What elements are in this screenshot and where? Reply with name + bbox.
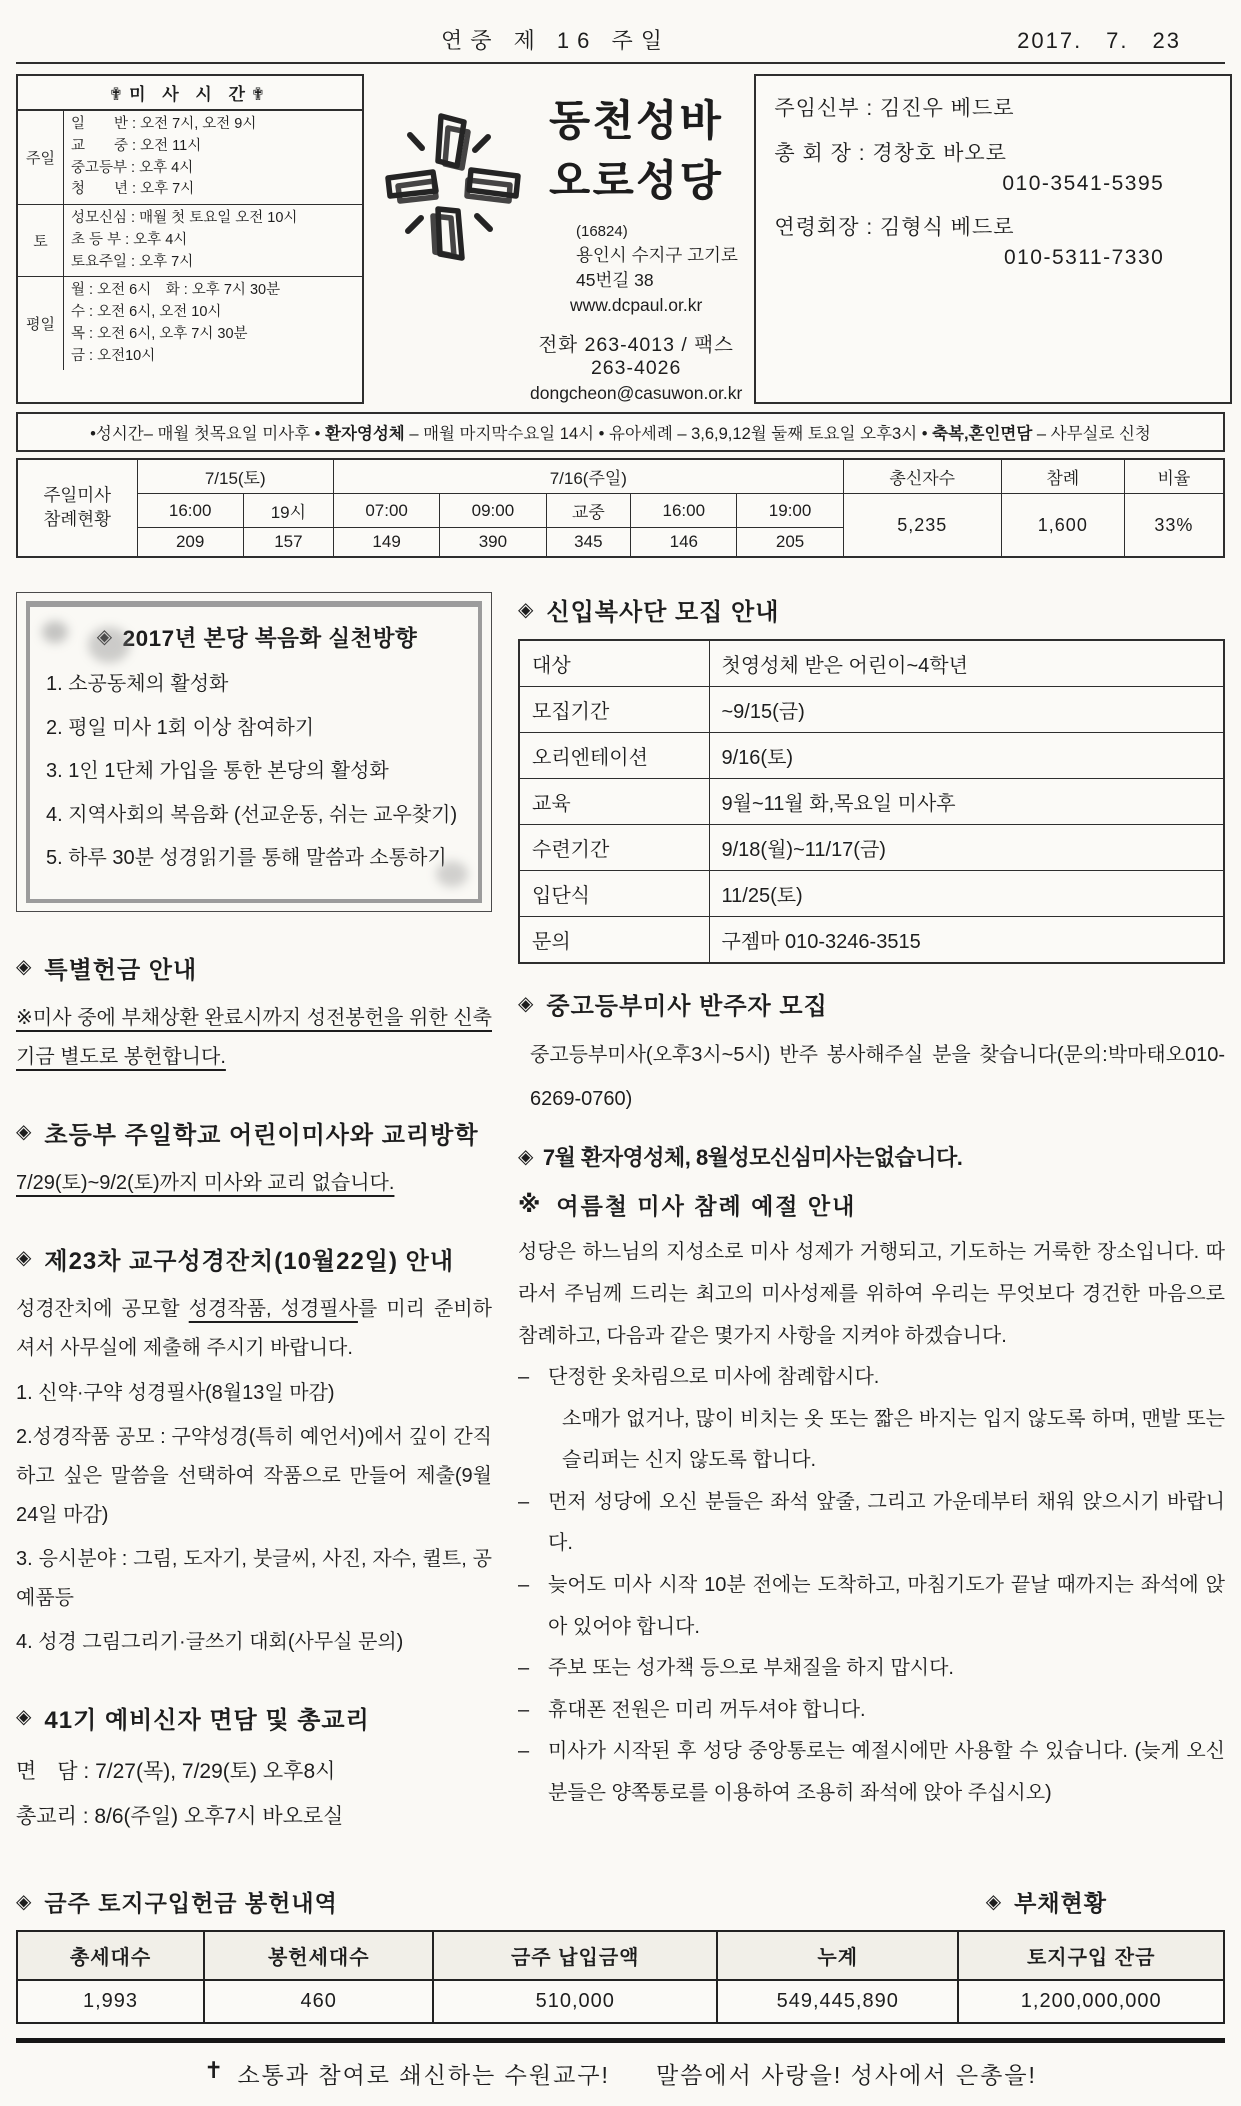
diamond-icon: ◈ (16, 956, 33, 979)
contact-pastor: 주임신부 : 김진우 베드로 (774, 97, 1015, 120)
diamond-icon: ◈ (16, 1706, 33, 1729)
church-name: 동천성바오로성당 (549, 97, 724, 204)
row-value: ~9/15(금) (709, 687, 1224, 733)
mass-time-line: 성모신심 : 매월 첫 토요일 오전 10시 (71, 210, 298, 226)
mass-times-row-saturday (18, 204, 362, 276)
section-title-text: 신입복사단 모집 안내 (546, 599, 780, 626)
dash-icon: – (518, 1698, 530, 1721)
section-title-text: 여름철 미사 참례 예절 안내 (556, 1193, 857, 1219)
time-header: 교중 (546, 494, 631, 528)
land-fund-table (16, 1930, 1225, 2024)
row-label: 오리엔테이션 (519, 733, 709, 779)
sat-date-header: 7/15(토) (137, 459, 333, 494)
intro-text: 성경잔치에 공모할 (16, 1297, 189, 1320)
evangelization-items (46, 663, 468, 881)
mass-time-line: 월 : 오전 6시 화 : 오후 7시 30분 (71, 282, 281, 299)
etiquette-item (518, 1690, 1225, 1732)
footer-motto (16, 2057, 1225, 2090)
table-row (519, 917, 1224, 964)
table-row (519, 871, 1224, 917)
footer-right-text: 말씀에서 사랑을! 성사에서 은총을! (655, 2062, 1037, 2089)
etiquette-text: 휴대폰 전원은 미리 꺼두셔야 합니다. (548, 1698, 866, 1721)
mass-time-line: 토요주일 : 오후 7시 (71, 253, 194, 270)
section-body (16, 1749, 492, 1839)
value-cell: 1,993 (17, 1980, 204, 2023)
time-header: 07:00 (333, 494, 439, 528)
column-header: 누계 (717, 1931, 958, 1980)
section-title-text: 특별헌금 안내 (44, 956, 198, 984)
mass-times-row-sunday (18, 111, 362, 204)
table-row (17, 494, 1224, 528)
list-item: 4. 성경 그림그리기·글쓰기 대회(사무실 문의) (16, 1630, 404, 1653)
count-cell: 157 (243, 528, 333, 558)
etiquette-text: 먼저 성당에 오신 분들은 좌석 앞줄, 그리고 가운데부터 채워 앉으시기 바랍니다. (548, 1490, 1225, 1555)
etiquette-line: 단정한 옷차림으로 미사에 참례합시다. (548, 1366, 880, 1388)
notice-text: •성시간– 매월 첫목요일 미사후 • (90, 425, 326, 443)
diamond-icon: ◈ (16, 1121, 33, 1144)
value-cell: 510,000 (433, 1980, 717, 2023)
altar-servers-table (518, 639, 1225, 964)
issue-date: 2017. 7. 23 (1017, 28, 1181, 53)
masthead (16, 24, 1225, 64)
list-item: 4. 지역사회의 복음화 (선교운동, 쉬는 교우찾기) (46, 803, 458, 826)
etiquette-text: 주보 또는 성가책 등으로 부채질을 하지 맙시다. (548, 1657, 954, 1680)
left-column (16, 592, 492, 1839)
church-logo (378, 76, 530, 404)
time-header: 16:00 (137, 494, 243, 528)
section-title-text: 제23차 교구성경잔치(10월22일) 안내 (44, 1247, 455, 1275)
divider (16, 2038, 1225, 2043)
bottom-headings (16, 1885, 1225, 1918)
church-email: dongcheon@casuwon.or.kr (530, 383, 743, 403)
contact-president: 총 회 장 : 경창호 바오로 (774, 142, 1007, 165)
section-body: 중고등부미사(오후3시~5시) 반주 봉사해주실 분을 찾습니다(문의:박마태오010-6269-0760) (530, 1044, 1225, 1110)
section-body: ※미사 중에 부채상환 완료시까지 성전봉헌을 위한 신축기금 별도로 봉헌합니다. (16, 1006, 492, 1068)
mass-time-line: 일 반 : 오전 7시, 오전 9시 (71, 116, 257, 132)
attend-header: 참례 (1001, 459, 1124, 494)
intro-underlined: 성경작품, 성경필사 (188, 1297, 358, 1320)
sun-date-header: 7/16(주일) (333, 459, 843, 494)
contact-box (754, 74, 1232, 404)
value-cell: 1,200,000,000 (958, 1980, 1224, 2023)
section-title (16, 1241, 492, 1276)
row-label: 수련기간 (519, 825, 709, 871)
section-title (16, 950, 492, 985)
diamond-icon: ◈ (985, 1890, 1003, 1913)
contact-row (774, 92, 1212, 122)
mass-time-line: 목 : 오전 6시, 오후 7시 30분 (71, 325, 248, 342)
schedule-line: 면 담 : 7/27(목), 7/29(토) 오후8시 (16, 1759, 336, 1783)
etiquette-item (518, 1565, 1225, 1648)
dash-icon: – (518, 1490, 530, 1513)
footer-left-text: 소통과 참여로 쇄신하는 수원교구! (237, 2062, 610, 2089)
total-value: 5,235 (843, 494, 1001, 558)
attend-value: 1,600 (1001, 494, 1124, 558)
mass-times-title-text: 미 사 시 간 (129, 85, 251, 104)
time-header: 09:00 (440, 494, 546, 528)
section-body: 7/29(토)~9/2(토)까지 미사와 교리 없습니다. (16, 1171, 395, 1194)
table-row (17, 459, 1224, 494)
column-header: 봉헌세대수 (204, 1931, 433, 1980)
notice-text-bold: 환자영성체 (325, 425, 405, 443)
postal-code: (16824) (576, 223, 628, 240)
cross-icon: ✟ (108, 85, 130, 104)
count-cell: 390 (440, 528, 546, 558)
catechumen-section (16, 1700, 492, 1839)
mass-time-line: 청 년 : 오후 7시 (71, 181, 195, 198)
notice-text-bold: 축복,혼인면담 (932, 425, 1033, 443)
time-header: 16:00 (631, 494, 737, 528)
etiquette-item (518, 1357, 1225, 1482)
mass-times-lines (64, 277, 362, 370)
table-row (519, 825, 1224, 871)
evangelization-box-inner (26, 601, 482, 903)
row-label: 모집기간 (519, 687, 709, 733)
mass-times-title (18, 76, 362, 111)
etiquette-text: 늦어도 미사 시작 10분 전에는 도착하고, 마침기도가 끝날 때까지는 좌석에 앉아 있어야 합니다. (548, 1573, 1225, 1638)
contact-phone: 010-3541-5395 (1002, 172, 1165, 195)
column-header: 토지구입 잔금 (958, 1931, 1224, 1980)
row-value: 9/18(월)~11/17(금) (709, 825, 1224, 871)
july-notice (518, 1141, 1225, 1172)
bible-festival-section (16, 1241, 492, 1662)
contact-phone: 010-5311-7330 (1003, 246, 1165, 269)
feast-title: 연중 제 16 주일 (440, 28, 671, 53)
section-title (518, 986, 1225, 1021)
day-label: 주일 (18, 111, 64, 204)
mass-times-lines (64, 111, 362, 204)
row-value: 첫영성체 받은 어린이~4학년 (709, 640, 1224, 687)
summer-etiquette-section (518, 1188, 1225, 1815)
debt-status-title-text: 부채현황 (1014, 1890, 1107, 1917)
contact-row (774, 211, 1212, 270)
church-website: www.dcpaul.or.kr (570, 295, 703, 315)
cross-icon: ✟ (250, 85, 272, 104)
row-label: 교육 (519, 779, 709, 825)
section-title (518, 592, 1225, 627)
mass-times-row-weekday (18, 276, 362, 370)
dash-icon: – (518, 1573, 530, 1596)
count-cell: 345 (546, 528, 631, 558)
accompanist-section (518, 986, 1225, 1121)
debt-status-title (986, 1885, 1107, 1918)
section-title-text: 중고등부미사 반주자 모집 (546, 993, 828, 1020)
row-label: 문의 (519, 917, 709, 964)
count-cell: 149 (333, 528, 439, 558)
value-cell: 460 (204, 1980, 433, 2023)
diamond-icon: ◈ (96, 626, 113, 648)
section-body (16, 1290, 492, 1368)
summer-intro: 성당은 하느님의 지성소로 미사 성제가 거행되고, 기도하는 거룩한 장소입니다. 따라서 주님께 드리는 최고의 미사성제를 위하여 우리는 무엇보다 경건한 마음으로 참례하고, 다음과 같은 몇가지 사항을 지켜야 하겠습니다. (518, 1241, 1225, 1347)
mass-times-table (16, 74, 364, 404)
list-item: 2. 평일 미사 1회 이상 참여하기 (46, 716, 315, 739)
mass-time-line: 교 중 : 오전 11시 (71, 137, 202, 154)
attendance-table (16, 458, 1225, 558)
time-header: 19:00 (737, 494, 843, 528)
elementary-section (16, 1115, 492, 1203)
land-fund-title-text: 금주 토지구입헌금 봉헌내역 (44, 1890, 338, 1917)
reference-mark-icon: ※ (518, 1191, 543, 1217)
notice-text: – 매월 마지막수요일 14시 • 유아세례 – 3,6,9,12월 둘째 토요일 오후3시 • (404, 425, 933, 443)
list-item: 3. 응시분야 : 그림, 도자기, 붓글씨, 사진, 자수, 퀼트, 공예품등 (16, 1547, 492, 1609)
etiquette-text: 미사가 시작된 후 성당 중앙통로는 예절시에만 사용할 수 있습니다. (늦게 오신 분들은 양쪽통로를 이용하여 조용히 좌석에 앉아 주십시오) (548, 1740, 1225, 1804)
dash-icon: – (518, 1366, 530, 1388)
contact-chair: 연령회장 : 김형식 베드로 (774, 216, 1015, 239)
church-phone-fax: 전화 263-4013 / 팩스 263-4026 (538, 334, 734, 379)
row-value: 11/25(토) (709, 871, 1224, 917)
count-cell: 209 (137, 528, 243, 558)
section-title-text: 초등부 주일학교 어린이미사와 교리방학 (44, 1121, 479, 1149)
church-address: 용인시 수지구 고기로 45번길 38 (576, 245, 738, 290)
bible-festival-items (16, 1374, 492, 1662)
notice-text: – 사무실로 신청 (1032, 425, 1151, 443)
cross-icon: ✝ (204, 2057, 226, 2084)
etiquette-item (518, 1482, 1225, 1565)
body-columns (16, 592, 1225, 1839)
diamond-icon: ◈ (518, 598, 535, 621)
land-fund-title (16, 1885, 338, 1918)
evangelization-title-text: 2017년 본당 복음화 실천방향 (122, 626, 418, 651)
section-title (16, 1700, 492, 1735)
row-value: 구젬마 010-3246-3515 (709, 917, 1224, 964)
row-value: 9월~11월 화,목요일 미사후 (709, 779, 1224, 825)
diamond-icon: ◈ (518, 992, 535, 1015)
etiquette-item (518, 1731, 1225, 1814)
column-header: 금주 납입금액 (433, 1931, 717, 1980)
intro-text: 를 미리 준비하셔서 사무실에 제출해 주시기 바랍니다. (16, 1297, 492, 1359)
column-header: 총세대수 (17, 1931, 204, 1980)
value-cell: 549,445,890 (717, 1980, 958, 2023)
evangelization-title (46, 621, 468, 653)
table-row (519, 640, 1224, 687)
evangelization-box (16, 592, 492, 912)
footer-left (204, 2057, 610, 2090)
etiquette-subline: 소매가 없거나, 많이 비치는 옷 또는 짧은 바지는 입지 않도록 하며, 맨발 또는 슬리퍼는 신지 않도록 합니다. (562, 1407, 1225, 1472)
day-label: 평일 (18, 277, 64, 370)
table-row (519, 733, 1224, 779)
cross-logo-icon (378, 106, 528, 271)
row-label: 입단식 (519, 871, 709, 917)
list-item: 2.성경작품 공모 : 구약성경(특히 예언서)에서 깊이 간직하고 싶은 말씀을 선택하여 작품으로 만들어 제출(9월24일 마감) (16, 1425, 492, 1526)
etiquette-text (548, 1357, 1225, 1482)
mass-time-line: 금 : 오전10시 (71, 347, 156, 364)
list-item: 1. 신약·구약 성경필사(8월13일 마감) (16, 1381, 335, 1404)
table-row (519, 687, 1224, 733)
etiquette-item (518, 1648, 1225, 1690)
table-row (17, 1980, 1224, 2023)
total-header: 총신자수 (843, 459, 1001, 494)
count-cell: 205 (737, 528, 843, 558)
bottom-section (16, 1885, 1225, 2090)
list-item: 5. 하루 30분 성경읽기를 통해 말씀과 소통하기 (46, 847, 447, 870)
row-value: 9/16(토) (709, 733, 1224, 779)
contact-row (774, 137, 1212, 196)
table-header-row (17, 1931, 1224, 1980)
ratio-header: 비율 (1124, 459, 1224, 494)
day-label: 토 (18, 205, 64, 276)
header (16, 74, 1225, 404)
notice-strip (16, 412, 1225, 452)
dash-icon: – (518, 1657, 530, 1680)
dash-icon: – (518, 1740, 530, 1763)
section-title (518, 1188, 1225, 1221)
section-title-text: 41기 예비신자 면담 및 총교리 (44, 1706, 370, 1734)
right-column (518, 592, 1225, 1815)
row-label: 대상 (519, 640, 709, 687)
list-item: 3. 1인 1단체 가입을 통한 본당의 활성화 (46, 760, 389, 783)
mass-time-line: 초 등 부 : 오후 4시 (71, 231, 188, 248)
mass-time-line: 중고등부 : 오후 4시 (71, 159, 194, 176)
table-row (519, 779, 1224, 825)
diamond-icon: ◈ (518, 1145, 533, 1168)
time-header: 19시 (243, 494, 333, 528)
church-info (530, 76, 742, 404)
attendance-label: 주일미사 참례현황 (17, 459, 137, 557)
altar-servers-section (518, 592, 1225, 964)
mass-time-line: 수 : 오전 6시, 오전 10시 (71, 304, 222, 320)
diamond-icon: ◈ (16, 1247, 33, 1270)
mass-times-lines (64, 205, 362, 276)
section-title (16, 1115, 492, 1150)
list-item: 1. 소공동체의 활성화 (46, 673, 229, 695)
special-offering-section (16, 950, 492, 1077)
count-cell: 146 (631, 528, 737, 558)
schedule-line: 총교리 : 8/6(주일) 오후7시 바오로실 (16, 1805, 344, 1829)
diamond-icon: ◈ (16, 1890, 33, 1913)
church-identity (374, 74, 744, 404)
july-notice-text: 7월 환자영성체, 8월성모신심미사는없습니다. (542, 1145, 963, 1170)
ratio-value: 33% (1124, 494, 1224, 558)
